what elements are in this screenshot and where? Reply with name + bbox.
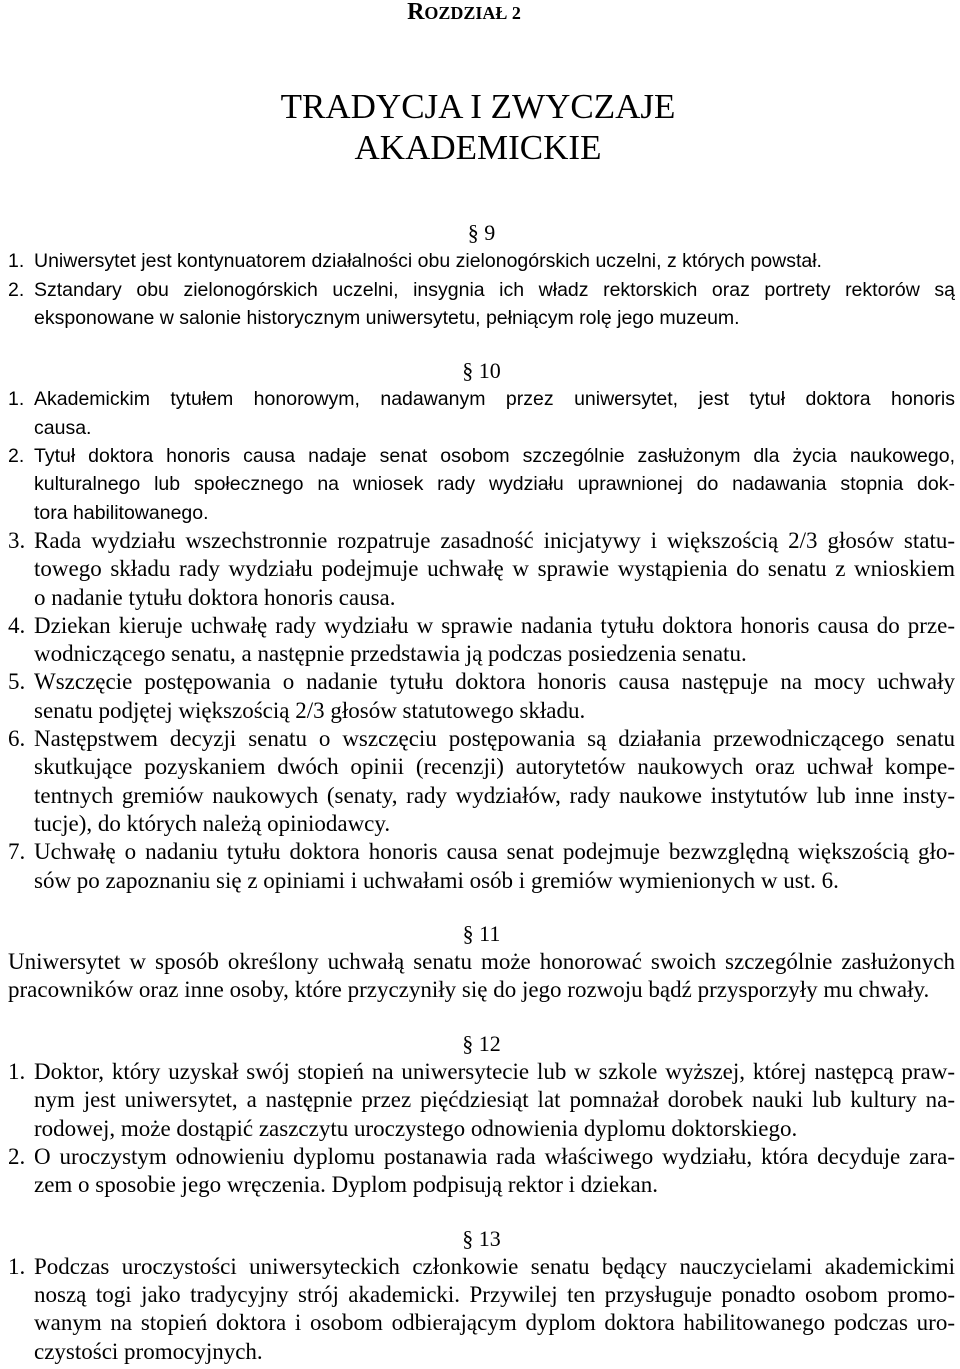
list-item	[8, 1253, 955, 1366]
list-item	[8, 442, 955, 527]
text-line: Doktor, który uzyskał swój stopień na uniwersytecie lub w szkole wyższej, której następcą praw-	[34, 1059, 955, 1085]
section-mark: § 9	[467, 220, 496, 245]
item-number: 1.	[8, 250, 25, 273]
item-number: 1.	[8, 1253, 26, 1279]
item-number: 2.	[8, 1143, 26, 1169]
section-12	[8, 1030, 955, 1200]
title-line: TRADYCJA I ZWYCZAJE	[280, 87, 676, 126]
item-text	[34, 725, 955, 838]
list-item	[8, 1058, 955, 1143]
item-text	[34, 442, 955, 527]
section-11	[8, 920, 955, 1005]
text-line: Uniwersytet jest kontynuatorem działalności obu zielonogórskich uczelni, z których powstał.	[34, 250, 822, 273]
list-item	[8, 838, 955, 895]
item-text	[34, 612, 955, 669]
text-line: Tytuł doktora honoris causa nadaje senat osobom szczególnie zasłużonym dla życia naukowego,	[34, 445, 955, 468]
chapter-label: ROZDZIAŁ 2	[407, 0, 521, 25]
text-line: Rada wydziału wszechstronnie rozpatruje zasadność inicjatywy i większością 2/3 głosów statu-	[34, 527, 955, 553]
text-line: Wszczęcie postępowania o nadanie tytułu doktora honoris causa następuje na mocy uchwały	[34, 669, 955, 695]
item-number: 1.	[8, 1059, 26, 1085]
item-number: 7.	[8, 839, 26, 865]
text-line: tucje), do których należą opiniodawcy.	[34, 810, 391, 836]
item-text	[34, 1253, 955, 1366]
text-line: kulturalnego lub społecznego na wniosek rady wydziału uprawnionej do nadawania stopnia dok-	[34, 473, 955, 496]
text-line: nym jest uniwersytet, a następnie przez pięćdziesiąt lat pomnażał dorobek nauki lub kultury na-	[34, 1087, 955, 1113]
item-text	[34, 527, 955, 612]
list-item	[8, 725, 955, 838]
item-number: 6.	[8, 726, 26, 752]
list-item	[8, 276, 955, 333]
title-line: AKADEMICKIE	[354, 128, 602, 167]
item-text	[34, 247, 955, 275]
list-item	[8, 668, 955, 725]
item-number: 1.	[8, 388, 25, 411]
item-text	[34, 385, 955, 442]
item-text	[34, 1058, 955, 1143]
item-number: 4.	[8, 612, 26, 638]
section-13	[8, 1225, 955, 1366]
text-line: senatu podjętej większością 2/3 głosów statutowego składu.	[34, 697, 586, 723]
list-item	[8, 385, 955, 442]
item-text	[34, 1143, 955, 1200]
item-text	[34, 668, 955, 725]
text-line: o nadanie tytułu doktora honoris causa.	[34, 584, 396, 610]
item-number: 5.	[8, 669, 26, 695]
item-number: 2.	[8, 278, 25, 301]
text-line: czystości promocyjnych.	[34, 1338, 263, 1364]
text-line: pracowników oraz inne osoby, które przyczyniły się do jego rozwoju bądź przysporzyły mu chwały.	[8, 977, 930, 1003]
list-item	[8, 247, 955, 275]
text-line: O uroczystym odnowieniu dyplomu postanawia rada właściwego wydziału, która decyduje zara-	[34, 1143, 955, 1169]
text-line: tora habilitowanego.	[34, 501, 209, 524]
item-number: 2.	[8, 445, 25, 468]
text-line: noszą togi jako tradycyjny strój akademicki. Przywilej ten przysługuje ponadto osobom promo-	[34, 1282, 955, 1308]
document-body	[8, 219, 955, 1366]
item-number: 3.	[8, 527, 26, 553]
text-line: Akademickim tytułem honorowym, nadawanym przez uniwersytet, jest tytuł doktora honoris	[34, 388, 955, 411]
text-line: towego składu rady wydziału podejmuje uchwałę w sprawie wystąpienia do senatu z wnioskiem	[34, 556, 955, 582]
paragraph	[8, 948, 955, 1005]
section-mark: § 13	[462, 1225, 501, 1251]
text-line: skutkujące pozyskaniem dwóch opinii (recenzji) autorytetów naukowych oraz uchwał kompe-	[34, 754, 955, 780]
text-line: Sztandary obu zielonogórskich uczelni, insygnia ich władz rektorskich oraz portrety rektorów są	[34, 278, 955, 301]
text-line: sów po zapoznaniu się z opiniami i uchwałami osób i gremiów wymienionych w ust. 6.	[34, 867, 839, 893]
text-line: tentnych gremiów naukowych (senaty, rady wydziałów, rady naukowe instytutów lub inne insty-	[34, 782, 955, 808]
section-9	[8, 219, 955, 332]
text-line: Uchwałę o nadaniu tytułu doktora honoris causa senat podejmuje bezwzględną większością gło-	[34, 839, 955, 865]
text-line: wanym na stopień doktora i osobom odbierającym dyplom doktora habilitowanego podczas uro-	[34, 1310, 955, 1336]
text-line: wodniczącego senatu, a następnie przedstawia ją podczas posiedzenia senatu.	[34, 641, 747, 667]
chapter-title	[0, 86, 956, 168]
text-line: zem o sposobie jego wręczenia. Dyplom podpisują rektor i dziekan.	[34, 1172, 659, 1198]
text-line: eksponowane w salonie historycznym uniwersytetu, pełniącym rolę jego muzeum.	[34, 306, 740, 329]
section-mark: § 11	[462, 920, 501, 946]
section-mark: § 12	[462, 1030, 501, 1056]
text-line: Następstwem decyzji senatu o wszczęciu postępowania są działania przewodniczącego senatu	[34, 726, 955, 752]
list-item	[8, 527, 955, 612]
section-10	[8, 357, 955, 895]
section-mark: § 10	[462, 358, 501, 384]
item-text	[34, 838, 955, 895]
text-line: Dziekan kieruje uchwałę rady wydziału w sprawie nadania tytułu doktora honoris causa do prze-	[34, 612, 955, 638]
text-line: rodowej, może dostąpić zaszczytu uroczystego odnowienia dyplomu doktorskiego.	[34, 1115, 798, 1141]
list-item	[8, 1143, 955, 1200]
text-line: Uniwersytet w sposób określony uchwałą senatu może honorować swoich szczególnie zasłużonych	[8, 949, 955, 975]
text-line: Podczas uroczystości uniwersyteckich członkowie senatu będący nauczycielami akademickimi	[34, 1253, 955, 1279]
list-item	[8, 612, 955, 669]
text-line: causa.	[34, 416, 92, 439]
item-text	[34, 276, 955, 333]
